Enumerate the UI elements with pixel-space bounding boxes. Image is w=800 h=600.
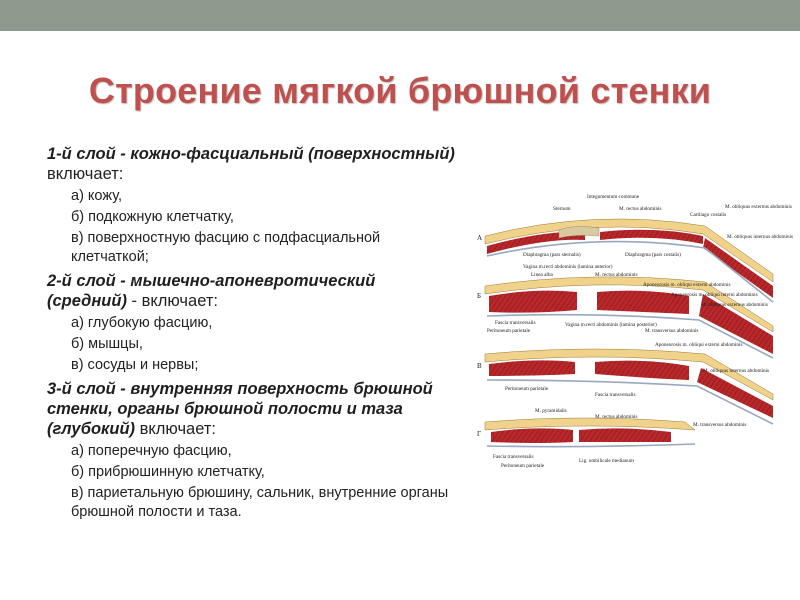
layer-heading — [47, 379, 457, 439]
label-rectus: M. rectus abdominis — [595, 272, 638, 278]
label-fascia-transversalis: Fascia transversalis — [495, 320, 536, 326]
label-fascia-transversalis: Fascia transversalis — [493, 454, 534, 460]
panel-letter: Г — [477, 430, 482, 438]
panel-d — [477, 408, 746, 469]
slide-title: Строение мягкой брюшной стенки — [88, 70, 712, 111]
label-peritoneum: Peritoneum parietale — [505, 386, 549, 392]
label-fascia-transversalis: Fascia transversalis — [595, 392, 636, 398]
label-obliquus-internus: M. obliquus internus abdominis — [727, 234, 793, 240]
label-diaphragma-costalis: Diaphragma (pars costalis) — [625, 252, 681, 258]
anatomy-cross-sections — [475, 186, 793, 476]
layer-item: а) поперечную фасцию, — [71, 443, 232, 459]
label-lig-umbilicale: Lig. umbilicale medianum — [579, 458, 634, 464]
layer-item: б) подкожную клетчатку, — [71, 209, 234, 225]
label-rectus: M. rectus abdominis — [619, 206, 662, 212]
panel-letter: А — [477, 234, 483, 242]
layer-item: в) сосуды и нервы; — [71, 357, 199, 373]
layer-3 — [47, 379, 457, 522]
layer-item: в) париетальную брюшину, сальник, внутренние органы брюшной полости и таза. — [71, 485, 449, 520]
panel-c — [477, 342, 773, 424]
label-peritoneum: Peritoneum parietale — [487, 328, 531, 334]
label-aponeurosis-externi: Aponeurosis m. obliqui externi abdominis — [643, 282, 731, 288]
layer-items — [47, 314, 457, 375]
layer-heading — [47, 144, 457, 184]
layer-item: а) глубокую фасцию, — [71, 315, 213, 331]
layer-heading — [47, 271, 457, 311]
label-aponeurosis-interni: Aponeurosis m. obliqui interni abdominis — [671, 292, 758, 298]
layer-items — [47, 187, 457, 267]
top-bar — [0, 0, 800, 31]
label-sternum: Sternum — [553, 206, 571, 212]
label-vagina-posterior: Vagina m.recti abdominis (lamina posterior) — [565, 322, 657, 328]
layer-heading-bold: 3-й слой - внутренняя поверхность брюшной стенки, органы брюшной полости и таза (глубокий) — [47, 380, 433, 438]
label-obliquus-externus: M. obliquus externus abdominis — [701, 302, 768, 308]
label-linea-alba: Linea alba — [531, 272, 553, 278]
label-vagina-anterior: Vagina m.recti abdominis (lamina anterior) — [523, 264, 613, 270]
layers-list — [47, 144, 457, 526]
label-pyramidalis: M. pyramidalis — [535, 408, 567, 414]
anatomy-figure — [475, 186, 793, 476]
label-aponeurosis-externi: Aponeurosis m. obliqui externi abdominis — [655, 342, 743, 348]
label-transversus: M. transversus abdominis — [645, 328, 699, 334]
label-rectus: M. rectus abdominis — [595, 414, 638, 420]
panel-letter: Б — [477, 292, 482, 300]
layer-heading-bold: 2-й слой - мышечно-апоневротический (средний) — [47, 272, 376, 310]
layer-1 — [47, 144, 457, 267]
layer-2 — [47, 271, 457, 375]
label-cartilago: Cartilago costalis — [690, 212, 727, 218]
layer-item: а) кожу, — [71, 188, 123, 204]
label-obliquus-externus: M. obliquus externus abdominis — [725, 204, 792, 210]
label-transversus: M. transversus abdominis — [693, 422, 747, 428]
layer-heading-tail: - включает: — [126, 292, 218, 310]
layer-item: б) мышцы, — [71, 336, 143, 352]
layer-heading-bold: 1-й слой - кожно-фасциальный (поверхностный) — [47, 145, 455, 163]
label-obliquus-internus: M. obliquus internus abdominis — [703, 368, 769, 374]
label-integumentum: Integumentum commune — [587, 194, 640, 200]
layer-item: в) поверхностную фасцию с подфасциальной клетчаткой; — [71, 230, 381, 265]
layer-heading-tail: включает: — [135, 420, 216, 438]
label-peritoneum: Peritoneum parietale — [501, 463, 545, 469]
layer-items — [47, 442, 457, 522]
label-diaphragma-sternalis: Diaphragma (pars sternalis) — [523, 252, 581, 258]
layer-heading-tail: включает: — [47, 165, 124, 183]
layer-item: б) прибрюшинную клетчатку, — [71, 464, 265, 480]
panel-letter: В — [477, 362, 482, 370]
